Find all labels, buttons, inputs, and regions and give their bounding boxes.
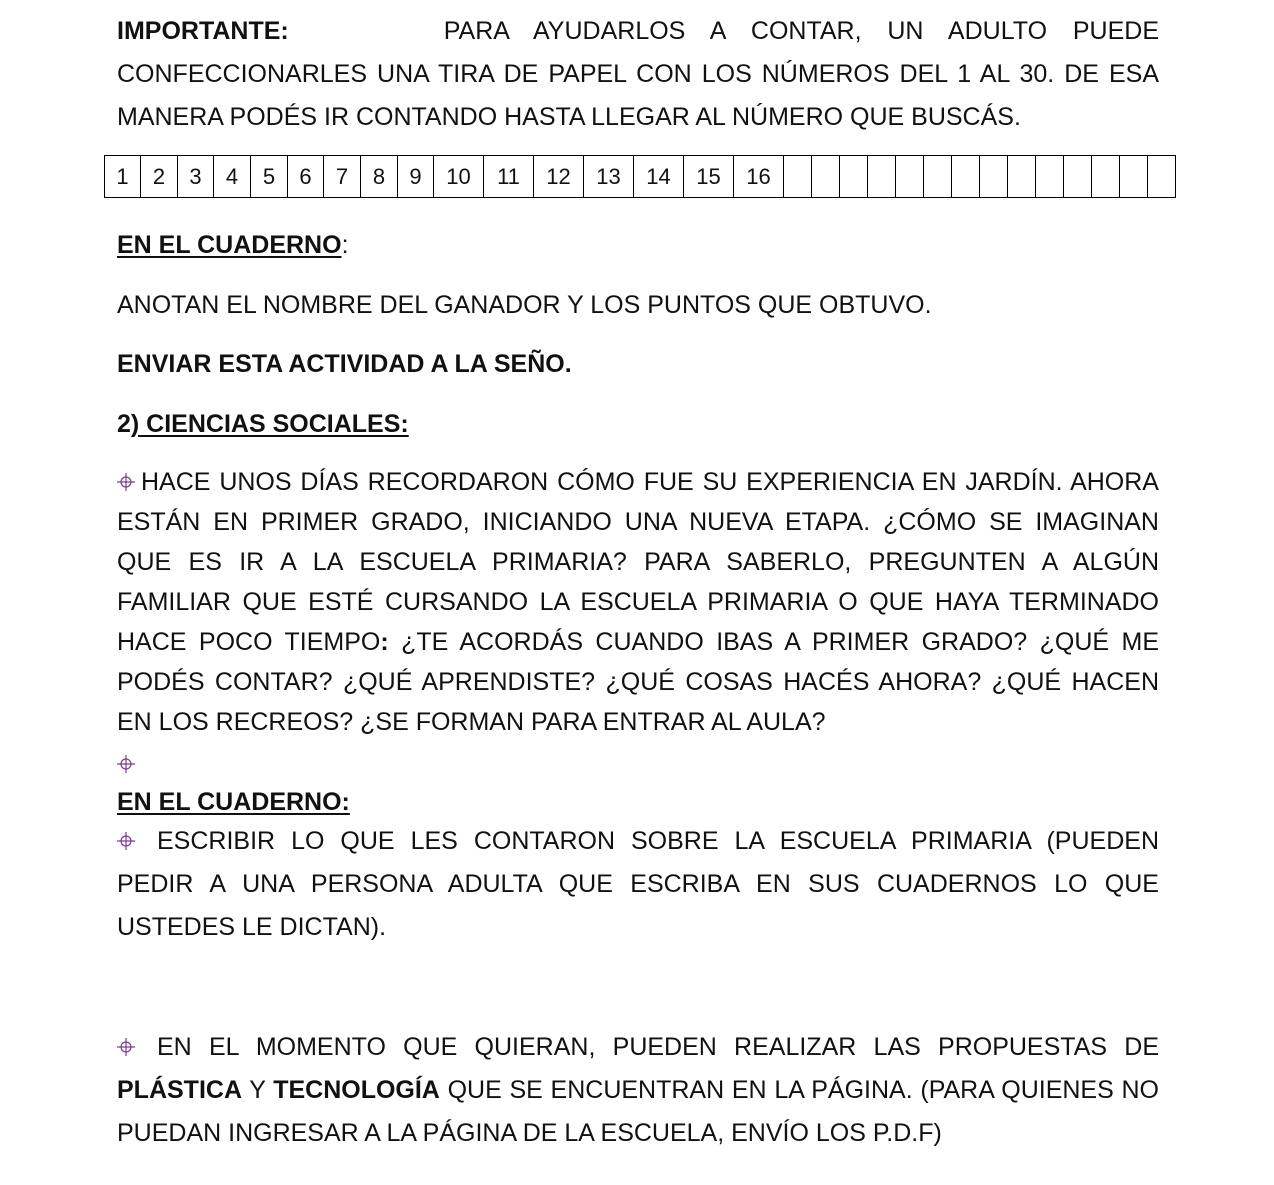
crosshair-bullet-icon	[117, 832, 135, 850]
enviar-line	[117, 346, 1159, 382]
cuaderno-heading-1-colon: :	[341, 231, 349, 259]
strip-cell: 10	[434, 156, 484, 198]
strip-cell: 4	[214, 156, 251, 198]
strip-cell: 2	[141, 156, 178, 198]
anotan-line: ANOTAN EL NOMBRE DEL GANADOR Y LOS PUNTOS QUE OBTUVO.	[117, 291, 932, 319]
number-strip-row	[105, 156, 1176, 198]
sociales-heading-text: ) CIENCIAS SOCIALES:	[130, 410, 409, 438]
crosshair-bullet-icon	[117, 755, 135, 773]
cuaderno-heading-2	[117, 784, 1159, 820]
sociales-paragraph	[117, 462, 1159, 742]
importante-text: PARA AYUDARLOS A CONTAR, UN ADULTO PUEDE CONFECCIONARLES UNA TIRA DE PAPEL CON LOS NÚMEROS DEL 1 AL 30. DE ESA MANERA PODÉS IR CONTANDO HASTA LLEGAR AL NÚMERO QUE BUSCÁS.	[117, 17, 1159, 131]
strip-cell-empty	[840, 156, 868, 198]
crosshair-bullet-icon	[117, 1038, 135, 1056]
momento-y: Y	[242, 1076, 274, 1104]
tecnologia-word: TECNOLOGÍA	[273, 1076, 440, 1104]
strip-cell: 16	[734, 156, 784, 198]
strip-cell: 5	[251, 156, 288, 198]
sociales-heading	[117, 406, 1159, 442]
strip-cell-empty	[924, 156, 952, 198]
cuaderno-heading-1	[117, 227, 1159, 263]
strip-cell-empty	[1092, 156, 1120, 198]
momento-text-a: EN EL MOMENTO QUE QUIERAN, PUEDEN REALIZAR LAS PROPUESTAS DE	[157, 1033, 1159, 1061]
strip-cell: 8	[361, 156, 398, 198]
cuaderno-heading-2-text: EN EL CUADERNO:	[117, 788, 350, 816]
strip-cell-empty	[1148, 156, 1176, 198]
strip-cell-empty	[952, 156, 980, 198]
momento-paragraph	[117, 1026, 1159, 1155]
enviar-text: ENVIAR ESTA ACTIVIDAD A LA SEÑO.	[117, 350, 572, 378]
plastica-word: PLÁSTICA	[117, 1076, 242, 1104]
escribir-paragraph	[117, 820, 1159, 949]
strip-cell-empty	[1120, 156, 1148, 198]
momento-text-b: QUE SE ENCUENTRAN EN LA PÁGINA. (PARA QUIENES NO PUEDAN INGRESAR A LA PÁGINA DE LA ESCUELA, ENVÍO LOS P.D.F)	[117, 1076, 1159, 1147]
strip-cell-empty	[812, 156, 840, 198]
strip-cell: 15	[684, 156, 734, 198]
strip-cell: 12	[534, 156, 584, 198]
sociales-text-a: HACE UNOS DÍAS RECORDARON CÓMO FUE SU EXPERIENCIA EN JARDÍN. AHORA ESTÁN EN PRIMER GRADO, INICIANDO UNA NUEVA ETAPA. ¿CÓMO SE IMAGINAN QUE ES IR A LA ESCUELA PRIMARIA? PARA SABERLO, PREGUNTEN A ALGÚN FAMILIAR QUE ESTÉ CURSANDO LA ESCUELA PRIMARIA O QUE HAYA TERMINADO HACE POCO TIEMPO	[117, 468, 1159, 656]
number-strip-table	[104, 155, 1176, 198]
importante-label: IMPORTANTE:	[117, 17, 289, 45]
strip-cell: 3	[178, 156, 214, 198]
crosshair-bullet-icon	[117, 473, 135, 491]
strip-cell: 6	[288, 156, 324, 198]
strip-cell-empty	[1064, 156, 1092, 198]
strip-cell: 9	[398, 156, 434, 198]
strip-cell-empty	[868, 156, 896, 198]
empty-bullet-line	[117, 750, 1159, 772]
strip-cell-empty	[1008, 156, 1036, 198]
strip-cell: 11	[484, 156, 534, 198]
strip-cell: 13	[584, 156, 634, 198]
strip-cell: 7	[324, 156, 361, 198]
strip-cell-empty	[1036, 156, 1064, 198]
sociales-text-b: ¿TE ACORDÁS CUANDO IBAS A PRIMER GRADO? ¿QUÉ ME PODÉS CONTAR? ¿QUÉ APRENDISTE? ¿QUÉ COSAS HACÉS AHORA? ¿QUÉ HACEN EN LOS RECREOS? ¿SE FORMAN PARA ENTRAR AL AULA?	[117, 628, 1159, 736]
escribir-text: ESCRIBIR LO QUE LES CONTARON SOBRE LA ESCUELA PRIMARIA (PUEDEN PEDIR A UNA PERSONA ADULTA QUE ESCRIBA EN SUS CUADERNOS LO QUE USTEDES LE DICTAN).	[117, 827, 1159, 941]
cuaderno-heading-1-text: EN EL CUADERNO	[117, 231, 342, 259]
strip-cell-empty	[896, 156, 924, 198]
importante-paragraph	[117, 10, 1159, 139]
strip-cell-empty	[980, 156, 1008, 198]
sociales-number: 2	[117, 410, 131, 438]
strip-cell-empty	[784, 156, 812, 198]
strip-cell: 14	[634, 156, 684, 198]
strip-cell: 1	[105, 156, 141, 198]
sociales-colon: :	[380, 628, 389, 656]
